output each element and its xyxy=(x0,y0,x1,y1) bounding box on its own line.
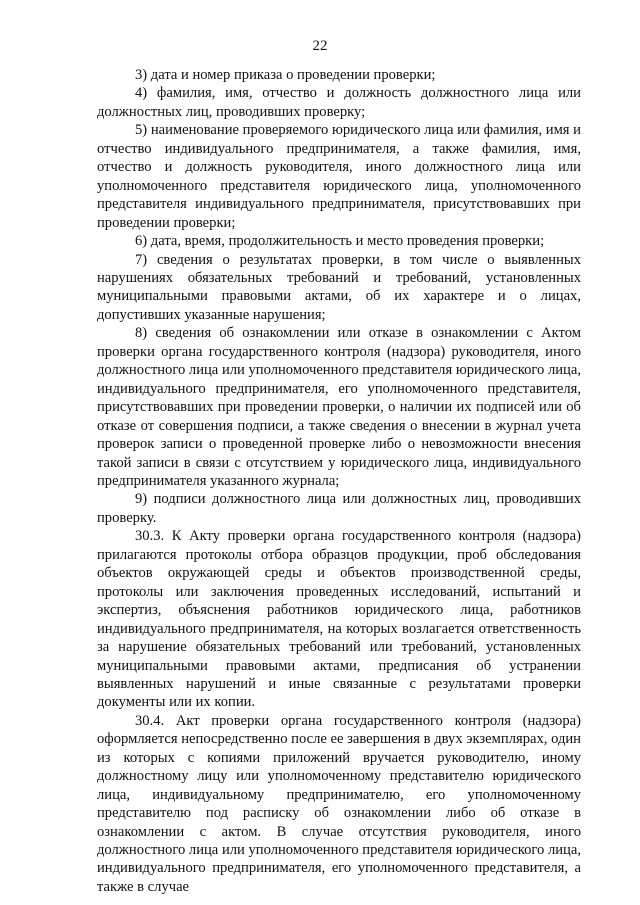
list-item-4: 4) фамилия, имя, отчество и должность должностного лица или должностных лиц, проводивших проверку; xyxy=(97,85,581,120)
list-item-8: 8) сведения об ознакомлении или отказе в ознакомлении с Актом проверки органа государственного контроля (надзора) руководителя, иного должностного лица или уполномоченного представителя юридического лица, индивидуального предпринимателя, его уполномоченного представителя, присутствовавших при проведении проверки, о наличии их подписей или об отказе от совершения подписи, а также сведения о внесении в журнал учета проверок записи о проведенной проверке либо о невозможности внесения такой записи в связи с отсутствием у юридического лица, индивидуального предпринимателя указанного журнала; xyxy=(97,325,581,489)
list-item-7: 7) сведения о результатах проверки, в том числе о выявленных нарушениях обязательных требований и требований, установленных муниципальными правовыми актами, об их характере и о лицах, допустивших указанные нарушения; xyxy=(97,251,581,323)
document-body xyxy=(97,66,581,896)
list-item-3: 3) дата и номер приказа о проведении проверки; xyxy=(135,67,436,83)
list-item-6: 6) дата, время, продолжительность и место проведения проверки; xyxy=(135,233,545,250)
list-item-9: 9) подписи должностного лица или должностных лиц, проводивших проверку. xyxy=(97,491,581,526)
section-30-4: 30.4. Акт проверки органа государственного контроля (надзора) оформляется непосредственно после ее завершения в двух экземплярах, один из которых с копиями приложений вручается руководителю, иному должностному лицу или уполномоченному представителю юридического лица, индивидуальному предпринимателю, его уполномоченному представителю под расписку об ознакомлении либо об отказе в ознакомлении с актом. В случае отсутствия руководителя, иного должностного лица или уполномоченного представителя юридического лица, индивидуального предпринимателя, его уполномоченного представителя, а также в случае xyxy=(97,712,581,895)
list-item-5: 5) наименование проверяемого юридического лица или фамилия, имя и отчество индивидуального предпринимателя, а также фамилия, имя, отчество и должность руководителя, иного должностного лица или уполномоченного представителя юридического лица, уполномоченного представителя индивидуального предпринимателя, присутствовавших при проведении проверки; xyxy=(97,122,581,231)
page-number: 22 xyxy=(312,38,328,54)
section-30-3: 30.3. К Акту проверки органа государственного контроля (надзора) прилагаются протоколы отбора образцов продукции, проб обследования объектов окружающей среды и объектов производственной среды, протоколы или заключения проведенных исследований, испытаний и экспертиз, объяснения работников юридического лица, работников индивидуального предпринимателя, на которых возлагается ответственность за нарушение обязательных требований или требований, установленных муниципальными правовыми актами, предписания об устранении выявленных нарушений и иные связанные с результатами проверки документы или их копии. xyxy=(97,528,581,711)
